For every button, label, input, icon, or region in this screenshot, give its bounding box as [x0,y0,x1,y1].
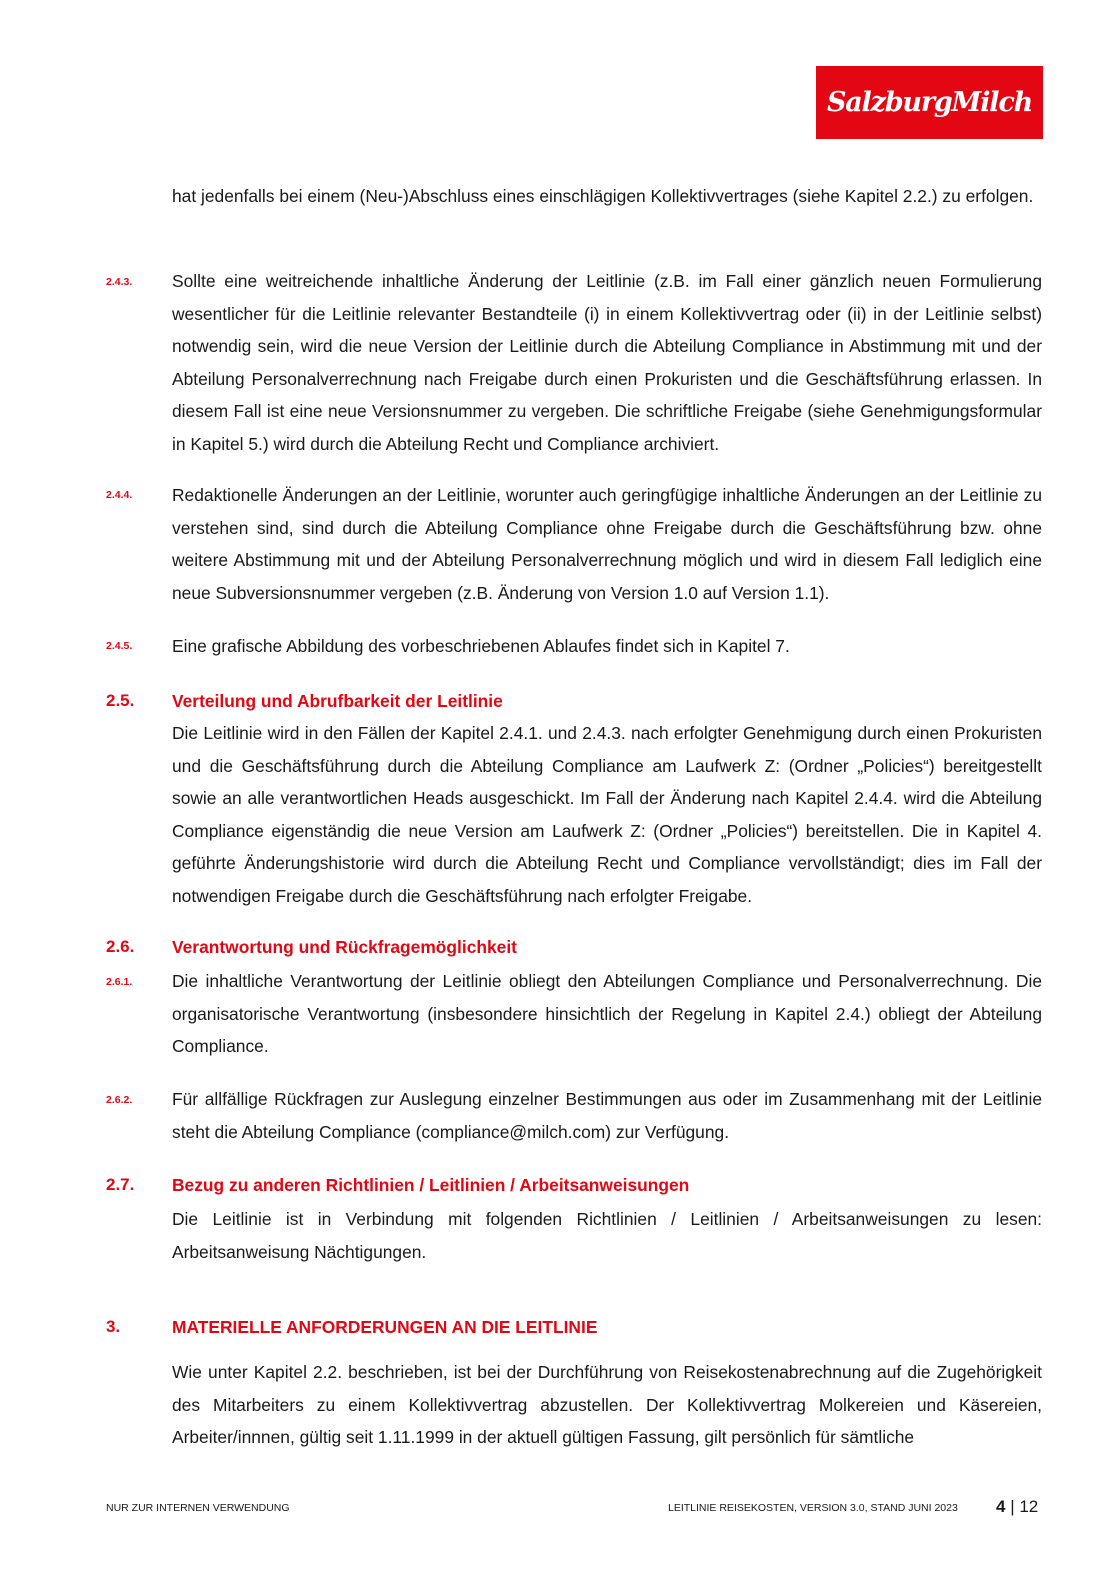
section-text-2-5: Die Leitlinie wird in den Fällen der Kapitel 2.4.1. und 2.4.3. nach erfolgter Genehmigung durch einen Prokuristen und die Geschäftsführung durch die Abteilung Compliance am Laufwerk Z: (Ordner „Policies“) bereitgestellt sowie an alle verantwortlichen Heads ausgeschickt. Im Fall der Änderung nach Kapitel 2.4.4. wird die Abteilung Compliance eigenständig die neue Version am Laufwerk Z: (Ordner „Policies“) bereitstellen. Die in Kapitel 4. geführte Änderungshistorie wird durch die Abteilung Recht und Compliance vervollständigt; dies im Fall der notwendigen Freigabe durch die Geschäftsführung nach erfolgter Freigabe. [172,723,1042,906]
salzburgmilch-logo [816,66,1043,139]
footer-confidentiality: NUR ZUR INTERNEN VERWENDUNG [106,1502,290,1514]
continuation-paragraph: hat jedenfalls bei einem (Neu-)Abschluss eines einschlägigen Kollektivvertrages (siehe Kapitel 2.2.) zu erfolgen. [172,186,1034,206]
footer-document-info: LEITLINIE REISEKOSTEN, VERSION 3.0, STAND JUNI 2023 [668,1502,958,1514]
chapter-number-3: 3. [106,1317,121,1336]
section-text-2-6-1: Die inhaltliche Verantwortung der Leitlinie obliegt den Abteilungen Compliance und Personalverrechnung. Die organisatorische Verantwortung (insbesondere hinsichtlich der Regelung in Kapitel 2.4.) obliegt der Abteilung Compliance. [172,971,1042,1056]
section-number-2-6: 2.6. [106,937,135,956]
section-number-2-4-3: 2.4.3. [106,276,133,288]
chapter-heading-3: MATERIELLE ANFORDERUNGEN AN DIE LEITLINIE [172,1317,598,1337]
section-text-2-7: Die Leitlinie ist in Verbindung mit folgenden Richtlinien / Leitlinien / Arbeitsanweisungen zu lesen: Arbeitsanweisung Nächtigungen. [172,1209,1042,1262]
page-number [996,1497,1038,1517]
chapter-text-3: Wie unter Kapitel 2.2. beschrieben, ist bei der Durchführung von Reisekostenabrechnung auf die Zugehörigkeit des Mitarbeiters zu einem Kollektivvertrag abzustellen. Der Kollektivvertrag Molkereien und Käsereien, Arbeiter/innnen, gültig seit 1.11.1999 in der aktuell gültigen Fassung, gilt persönlich für sämtliche [172,1362,1042,1447]
page-separator: | [1005,1497,1020,1516]
page-current: 4 [996,1497,1006,1516]
section-heading-2-6: Verantwortung und Rückfragemöglichkeit [172,937,517,957]
section-text-2-4-3: Sollte eine weitreichende inhaltliche Änderung der Leitlinie (z.B. im Fall einer gänzlich neuen Formulierung wesentlicher für die Leitlinie relevanter Bestandteile (i) in einem Kollektivvertrag oder (ii) in der Leitlinie selbst) notwendig sein, wird die neue Version der Leitlinie durch die Abteilung Compliance in Abstimmung mit und der Abteilung Personalverrechnung nach Freigabe durch einen Prokuristen und die Geschäftsführung erlassen. In diesem Fall ist eine neue Versionsnummer zu vergeben. Die schriftliche Freigabe (siehe Genehmigungsformular in Kapitel 5.) wird durch die Abteilung Recht und Compliance archiviert. [172,271,1042,454]
section-number-2-6-1: 2.6.1. [106,976,133,988]
section-heading-2-7: Bezug zu anderen Richtlinien / Leitlinien / Arbeitsanweisungen [172,1175,690,1195]
section-number-2-4-4: 2.4.4. [106,489,133,501]
logo-text: SalzburgMilch [826,87,1033,118]
section-number-2-6-2: 2.6.2. [106,1094,133,1106]
section-number-2-5: 2.5. [106,691,135,710]
section-text-2-4-5: Eine grafische Abbildung des vorbeschriebenen Ablaufes findet sich in Kapitel 7. [172,636,790,656]
section-text-2-6-2: Für allfällige Rückfragen zur Auslegung einzelner Bestimmungen aus oder im Zusammenhang mit der Leitlinie steht die Abteilung Compliance (compliance@milch.com) zur Verfügung. [172,1089,1042,1142]
page-total: 12 [1019,1497,1039,1516]
section-heading-2-5: Verteilung und Abrufbarkeit der Leitlinie [172,691,503,711]
section-text-2-4-4: Redaktionelle Änderungen an der Leitlinie, worunter auch geringfügige inhaltliche Änderungen an der Leitlinie zu verstehen sind, sind durch die Abteilung Compliance ohne Freigabe durch die Geschäftsführung bzw. ohne weitere Abstimmung mit und der Abteilung Personalverrechnung möglich und wird in diesem Fall lediglich eine neue Subversionsnummer vergeben (z.B. Änderung von Version 1.0 auf Version 1.1). [172,485,1042,603]
section-number-2-7: 2.7. [106,1175,135,1194]
section-number-2-4-5: 2.4.5. [106,640,133,652]
